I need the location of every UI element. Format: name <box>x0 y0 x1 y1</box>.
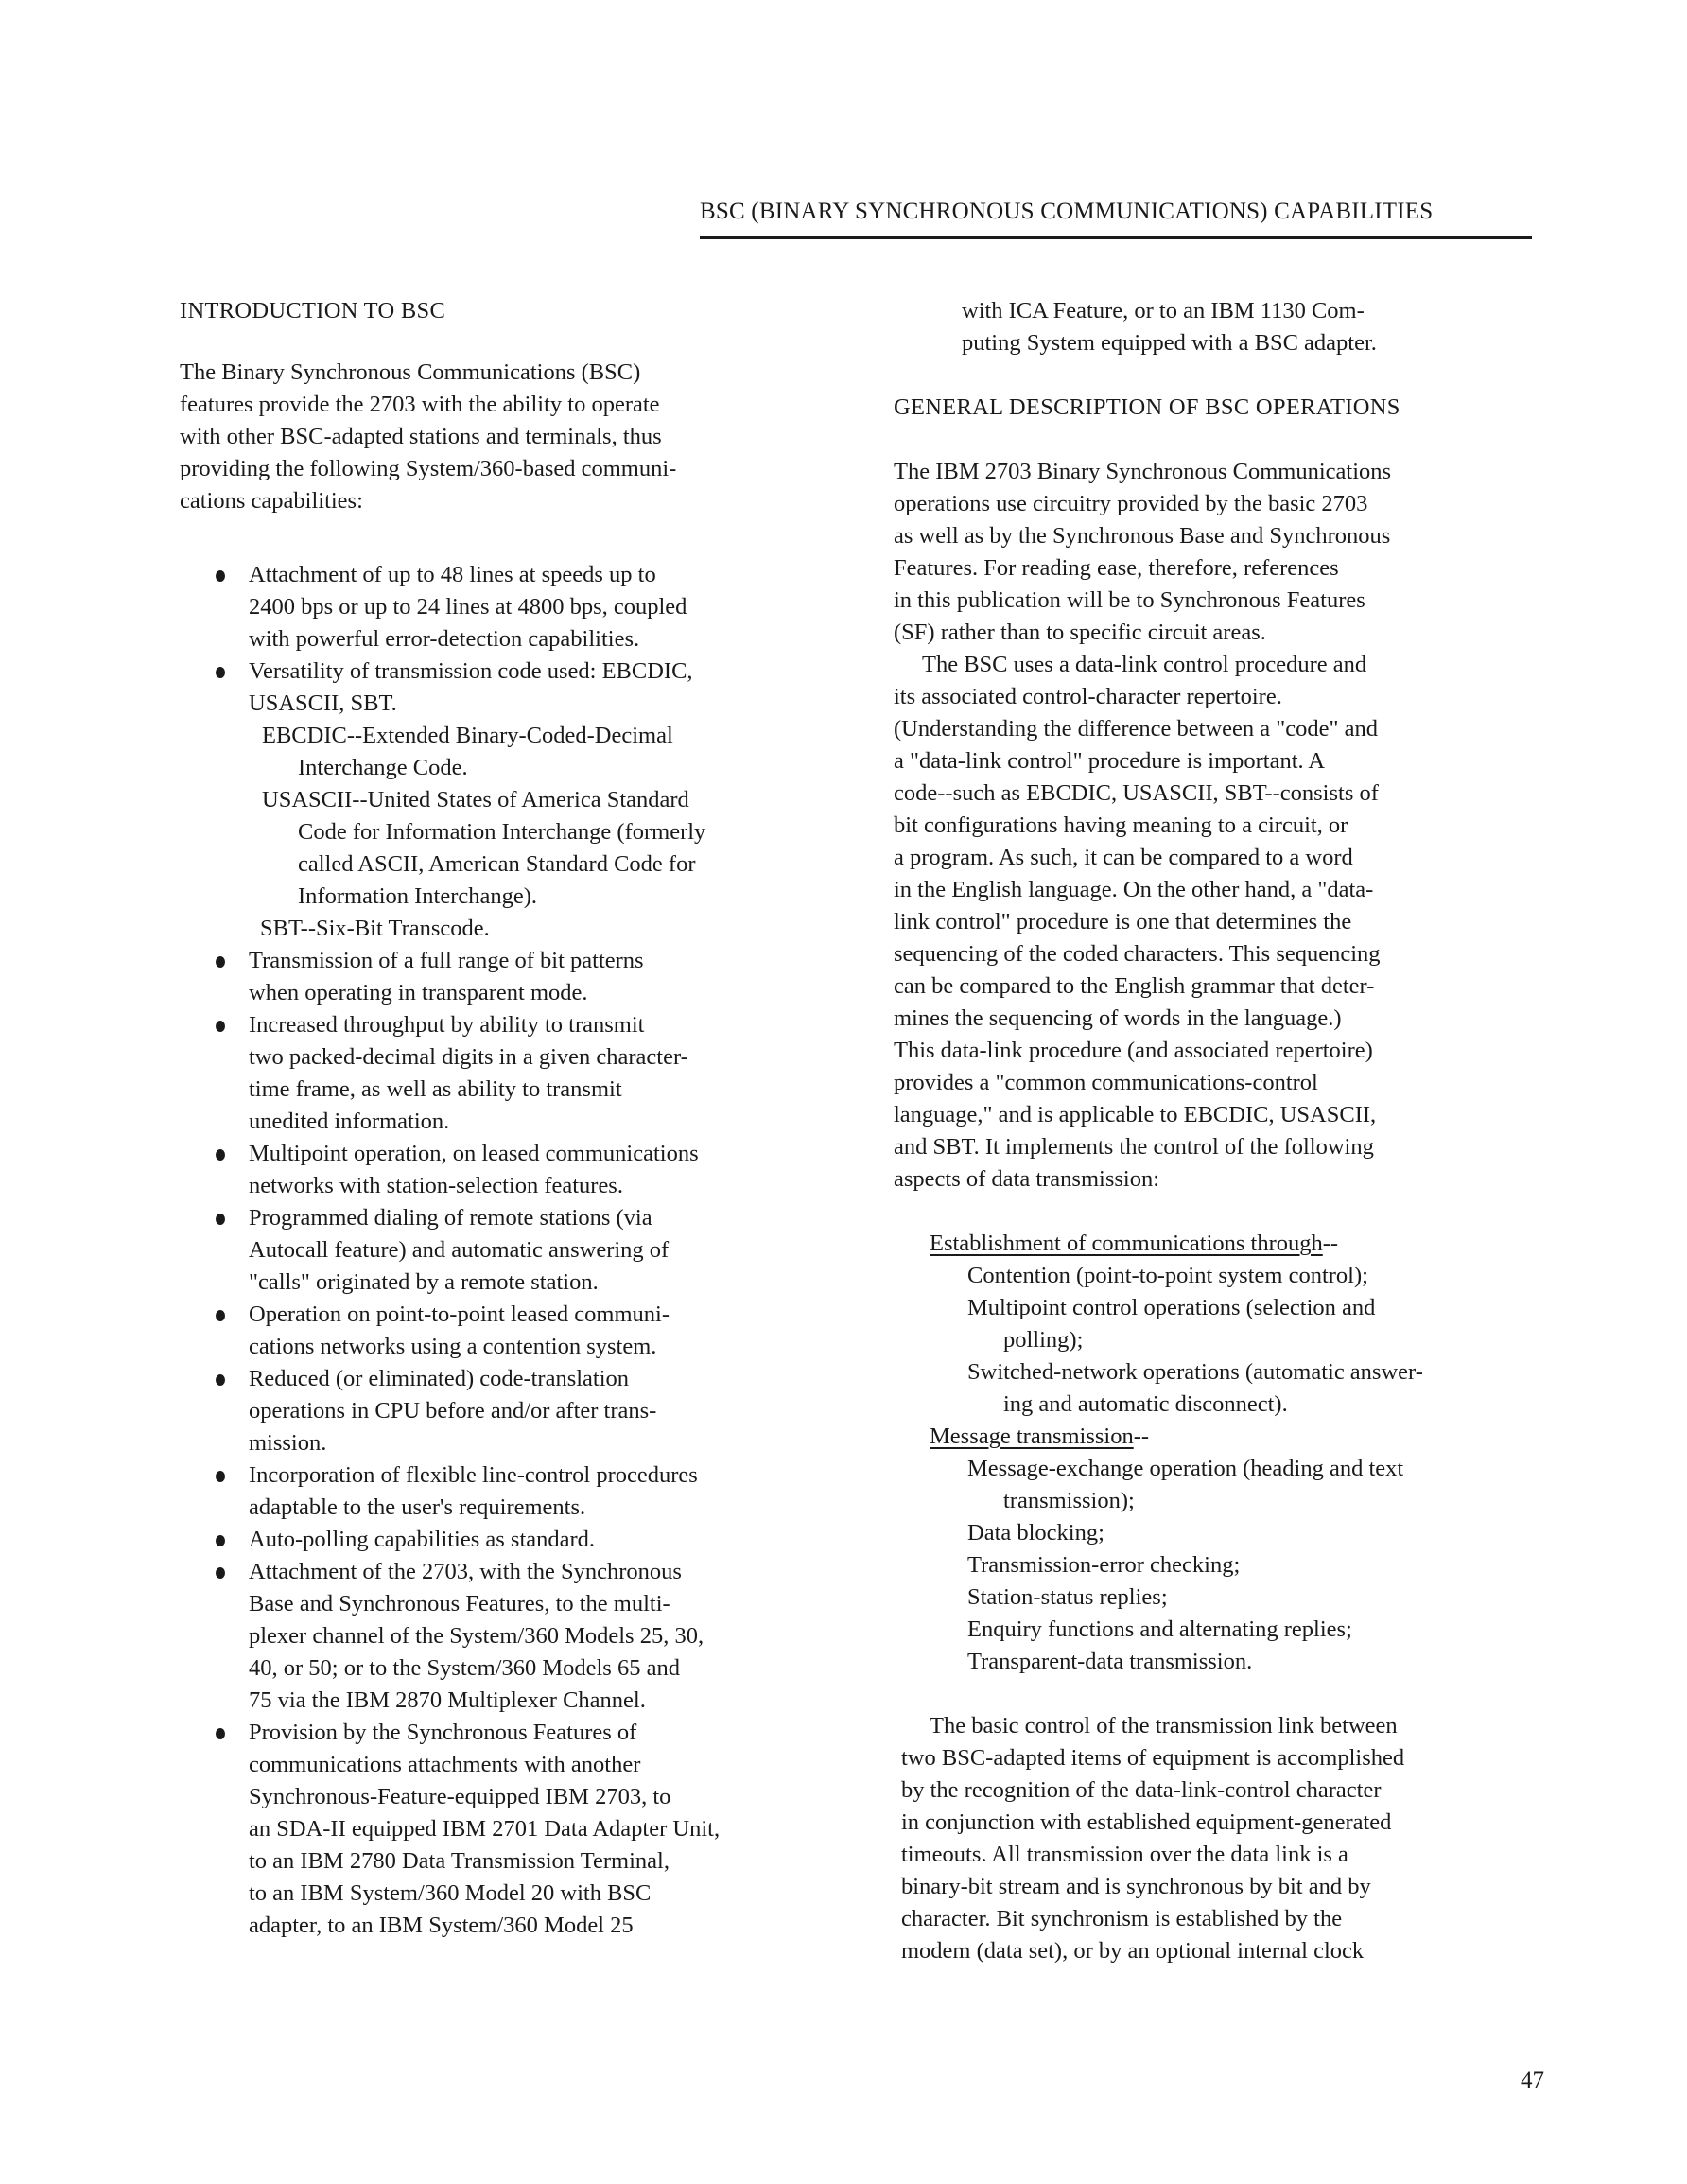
text-line: Multipoint operation, on leased communications <box>249 1141 699 1166</box>
aspect-heading-establishment <box>930 1228 1338 1260</box>
text-line: bit configurations having meaning to a circuit, or <box>894 812 1348 838</box>
text-line: binary-bit stream and is synchronous by bit and by <box>901 1874 1371 1899</box>
text-line: The Binary Synchronous Communications (BSC) <box>180 359 641 385</box>
aspect-item: Message-exchange operation (heading and text <box>967 1456 1404 1481</box>
text-line: Reduced (or eliminated) code-translation <box>249 1366 630 1391</box>
definition-ebcdic: EBCDIC--Extended Binary-Coded-Decimal <box>262 723 673 748</box>
text-line: communications attachments with another <box>249 1752 641 1777</box>
text-line: This data-link procedure (and associated repertoire) <box>894 1038 1373 1063</box>
bullet-icon <box>216 1567 225 1579</box>
text-line: provides a "common communications-control <box>894 1070 1318 1095</box>
text-line: by the recognition of the data-link-control character <box>901 1777 1382 1803</box>
text-line: (SF) rather than to specific circuit areas. <box>894 620 1266 645</box>
text-line: transmission); <box>1003 1488 1135 1513</box>
text-line: ing and automatic disconnect). <box>1003 1391 1288 1417</box>
text-line: modem (data set), or by an optional internal clock <box>901 1938 1365 1964</box>
definition-sbt: SBT--Six-Bit Transcode. <box>260 916 490 941</box>
text-line: a program. As such, it can be compared to a word <box>894 845 1353 870</box>
text-line: "calls" originated by a remote station. <box>249 1269 599 1295</box>
aspect-title: Establishment of communications through <box>930 1231 1323 1256</box>
text-line: adapter, to an IBM System/360 Model 25 <box>249 1913 634 1938</box>
text-line: Synchronous-Feature-equipped IBM 2703, to <box>249 1784 671 1809</box>
text-line: in the English language. On the other hand, a "data- <box>894 877 1374 902</box>
aspect-item: Multipoint control operations (selection and <box>967 1295 1376 1320</box>
aspect-suffix: -- <box>1322 1231 1339 1256</box>
aspect-item: Station-status replies; <box>967 1584 1168 1610</box>
text-line: called ASCII, American Standard Code for <box>298 851 696 877</box>
text-line: unedited information. <box>249 1109 450 1134</box>
text-line: Base and Synchronous Features, to the multi- <box>249 1591 670 1616</box>
text-line: aspects of data transmission: <box>894 1166 1160 1192</box>
bullet-icon <box>216 1021 225 1032</box>
text-line: with ICA Feature, or to an IBM 1130 Com- <box>962 298 1365 323</box>
running-header: BSC (BINARY SYNCHRONOUS COMMUNICATIONS) CAPABILITIES <box>700 199 1434 224</box>
aspect-item: Transmission-error checking; <box>967 1552 1241 1578</box>
definition-usascii: USASCII--United States of America Standard <box>262 787 689 812</box>
text-line: character. Bit synchronism is established by the <box>901 1906 1343 1931</box>
text-line: networks with station-selection features. <box>249 1173 623 1198</box>
text-line: in conjunction with established equipment-generated <box>901 1809 1392 1835</box>
text-line: (Understanding the difference between a "code" and <box>894 716 1379 742</box>
text-line: operations use circuitry provided by the basic 2703 <box>894 491 1368 516</box>
aspect-heading-message <box>930 1421 1149 1453</box>
bullet-icon <box>216 1728 225 1739</box>
aspect-title: Message transmission <box>930 1424 1134 1449</box>
text-line: providing the following System/360-based communi- <box>180 456 677 481</box>
aspect-item: Switched-network operations (automatic answer- <box>967 1359 1423 1385</box>
text-line: in this publication will be to Synchronous Features <box>894 587 1365 613</box>
text-line: Code for Information Interchange (formerly <box>298 819 706 845</box>
text-line: with other BSC-adapted stations and terminals, thus <box>180 424 662 449</box>
text-line: its associated control-character repertoire. <box>894 684 1282 709</box>
text-line: Auto-polling capabilities as standard. <box>249 1527 596 1552</box>
text-line: cations capabilities: <box>180 488 363 514</box>
text-line: Versatility of transmission code used: EBCDIC, <box>249 658 693 684</box>
text-line: Attachment of the 2703, with the Synchronous <box>249 1559 682 1584</box>
text-line: when operating in transparent mode. <box>249 980 588 1005</box>
text-line: Features. For reading ease, therefore, references <box>894 555 1339 581</box>
text-line: operations in CPU before and/or after trans- <box>249 1398 657 1424</box>
bullet-icon <box>216 1374 225 1386</box>
text-line: two packed-decimal digits in a given character- <box>249 1044 688 1070</box>
page-number: 47 <box>1521 2068 1544 2093</box>
text-line: Autocall feature) and automatic answering of <box>249 1237 670 1263</box>
section-heading-general: GENERAL DESCRIPTION OF BSC OPERATIONS <box>894 394 1400 420</box>
text-line: Interchange Code. <box>298 755 468 780</box>
bullet-icon <box>216 1471 225 1482</box>
aspect-item: Enquiry functions and alternating replies; <box>967 1616 1352 1642</box>
text-line: Increased throughput by ability to transmit <box>249 1012 645 1038</box>
text-line: The basic control of the transmission link between <box>930 1713 1398 1738</box>
text-line: and SBT. It implements the control of the following <box>894 1134 1374 1160</box>
aspect-suffix: -- <box>1133 1424 1150 1449</box>
text-line: 75 via the IBM 2870 Multiplexer Channel. <box>249 1687 646 1713</box>
text-line: plexer channel of the System/360 Models 25, 30, <box>249 1623 704 1649</box>
aspect-item: Transparent-data transmission. <box>967 1649 1253 1674</box>
aspect-item: Contention (point-to-point system control); <box>967 1263 1368 1288</box>
aspect-item: Data blocking; <box>967 1520 1104 1546</box>
text-line: Operation on point-to-point leased communi- <box>249 1302 670 1327</box>
text-line: Information Interchange). <box>298 883 538 909</box>
text-line: to an IBM 2780 Data Transmission Terminal, <box>249 1848 670 1874</box>
text-line: timeouts. All transmission over the data link is a <box>901 1842 1348 1867</box>
text-line: mission. <box>249 1430 327 1456</box>
text-line: a "data-link control" procedure is important. A <box>894 748 1326 774</box>
text-line: code--such as EBCDIC, USASCII, SBT--consists of <box>894 780 1379 806</box>
bullet-icon <box>216 1149 225 1161</box>
header-rule <box>700 236 1532 239</box>
text-line: The BSC uses a data-link control procedure and <box>922 652 1367 677</box>
text-line: two BSC-adapted items of equipment is accomplished <box>901 1745 1405 1771</box>
bullet-icon <box>216 1214 225 1225</box>
text-line: Attachment of up to 48 lines at speeds up to <box>249 562 656 587</box>
text-line: Transmission of a full range of bit patterns <box>249 948 644 973</box>
bullet-icon <box>216 1310 225 1321</box>
bullet-icon <box>216 956 225 968</box>
text-line: USASCII, SBT. <box>249 690 397 716</box>
text-line: sequencing of the coded characters. This sequencing <box>894 941 1381 967</box>
text-line: The IBM 2703 Binary Synchronous Communications <box>894 459 1392 484</box>
text-line: 40, or 50; or to the System/360 Models 65 and <box>249 1655 680 1681</box>
text-line: time frame, as well as ability to transmit <box>249 1076 622 1102</box>
bullet-icon <box>216 667 225 678</box>
text-line: cations networks using a contention system. <box>249 1334 657 1359</box>
text-line: with powerful error-detection capabilities. <box>249 626 640 652</box>
bullet-icon <box>216 570 225 582</box>
text-line: 2400 bps or up to 24 lines at 4800 bps, coupled <box>249 594 687 620</box>
text-line: can be compared to the English grammar that deter- <box>894 973 1375 999</box>
text-line: an SDA-II equipped IBM 2701 Data Adapter Unit, <box>249 1816 721 1842</box>
text-line: puting System equipped with a BSC adapter. <box>962 330 1377 356</box>
text-line: mines the sequencing of words in the language.) <box>894 1005 1342 1031</box>
text-line: link control" procedure is one that determines the <box>894 909 1352 935</box>
section-heading-intro: INTRODUCTION TO BSC <box>180 298 446 323</box>
text-line: Incorporation of flexible line-control procedures <box>249 1462 698 1488</box>
text-line: language," and is applicable to EBCDIC, USASCII, <box>894 1102 1377 1127</box>
bullet-icon <box>216 1535 225 1546</box>
text-line: to an IBM System/360 Model 20 with BSC <box>249 1880 652 1906</box>
text-line: features provide the 2703 with the ability to operate <box>180 392 660 417</box>
text-line: polling); <box>1003 1327 1084 1353</box>
text-line: Provision by the Synchronous Features of <box>249 1720 637 1745</box>
text-line: adaptable to the user's requirements. <box>249 1494 586 1520</box>
text-line: Programmed dialing of remote stations (via <box>249 1205 652 1231</box>
text-line: as well as by the Synchronous Base and Synchronous <box>894 523 1391 549</box>
